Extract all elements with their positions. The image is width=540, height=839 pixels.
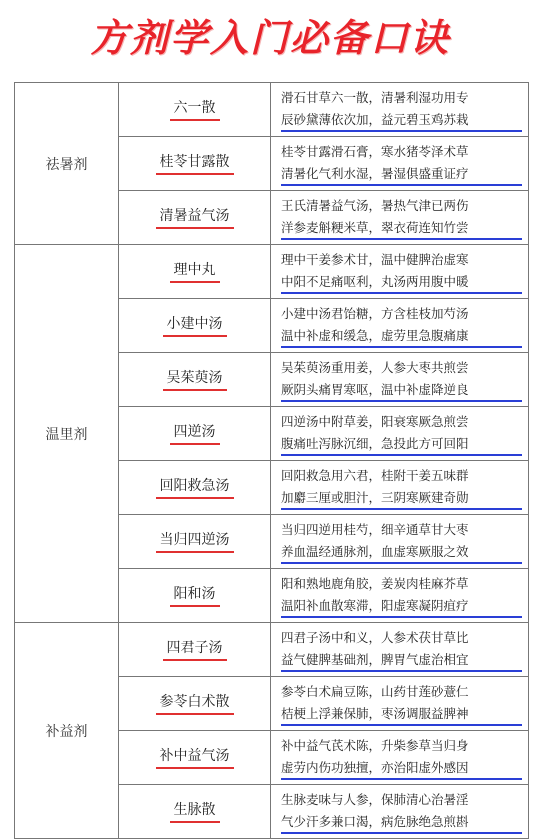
formula-name-cell xyxy=(119,731,271,785)
verse-line: 参苓白术扁豆陈，山药甘莲砂薏仁 xyxy=(281,684,469,699)
verse-line: 王氏清暑益气汤，暑热气津已两伤 xyxy=(281,198,469,213)
formula-name: 小建中汤 xyxy=(163,315,227,337)
formula-table xyxy=(14,82,529,839)
formula-name: 四逆汤 xyxy=(170,423,220,445)
formula-name-cell xyxy=(119,299,271,353)
formula-name-cell xyxy=(119,515,271,569)
page-title: 方剂学入门必备口诀 xyxy=(89,16,450,60)
verse-cell xyxy=(271,677,529,731)
verse-line: 益气健脾基础剂，脾胃气虚治相宜 xyxy=(281,650,522,672)
formula-name-cell xyxy=(119,785,271,839)
verse-line: 滑石甘草六一散，清暑利湿功用专 xyxy=(281,90,469,105)
verse-line: 回阳救急用六君，桂附干姜五味群 xyxy=(281,468,469,483)
formula-name: 四君子汤 xyxy=(163,639,227,661)
formula-name: 补中益气汤 xyxy=(156,747,234,769)
formula-name-cell xyxy=(119,353,271,407)
verse-line: 补中益气芪术陈，升柴参草当归身 xyxy=(281,738,469,753)
formula-name-cell xyxy=(119,83,271,137)
formula-name: 清暑益气汤 xyxy=(156,207,234,229)
verse-cell xyxy=(271,515,529,569)
formula-name: 参苓白术散 xyxy=(156,693,234,715)
verse-cell xyxy=(271,731,529,785)
verse-line: 小建中汤君饴糖，方含桂枝加芍汤 xyxy=(281,306,469,321)
verse-cell xyxy=(271,785,529,839)
verse-line: 桔梗上浮兼保肺，枣汤调服益脾神 xyxy=(281,704,522,726)
formula-name: 生脉散 xyxy=(170,801,220,823)
verse-cell xyxy=(271,569,529,623)
formula-name-cell xyxy=(119,623,271,677)
verse-line: 厥阴头痛胃寒呕，温中补虚降逆良 xyxy=(281,380,522,402)
verse-line: 生脉麦味与人参，保肺清心治暑淫 xyxy=(281,792,469,807)
verse-cell xyxy=(271,407,529,461)
formula-name: 当归四逆汤 xyxy=(156,531,234,553)
verse-cell xyxy=(271,299,529,353)
verse-line: 养血温经通脉剂，血虚寒厥服之效 xyxy=(281,542,522,564)
verse-line: 温中补虚和缓急，虚劳里急腹痛康 xyxy=(281,326,522,348)
verse-line: 腹痛吐泻脉沉细，急投此方可回阳 xyxy=(281,434,522,456)
verse-line: 当归四逆用桂芍，细辛通草甘大枣 xyxy=(281,522,469,537)
formula-name-cell xyxy=(119,407,271,461)
verse-line: 洋参麦斛粳米草，翠衣荷连知竹尝 xyxy=(281,218,522,240)
verse-line: 温阳补血散寒滞，阳虚寒凝阴疽疗 xyxy=(281,596,522,618)
verse-line: 气少汗多兼口渴，病危脉绝急煎斟 xyxy=(281,812,522,834)
formula-name: 回阳救急汤 xyxy=(156,477,234,499)
formula-row xyxy=(15,83,529,137)
verse-cell xyxy=(271,83,529,137)
formula-table-body xyxy=(15,83,529,839)
formula-name-cell xyxy=(119,137,271,191)
formula-row xyxy=(15,623,529,677)
verse-line: 加麝三厘或胆汁，三阴寒厥建奇勋 xyxy=(281,488,522,510)
verse-line: 清暑化气利水湿，暑湿俱盛重证疗 xyxy=(281,164,522,186)
formula-name-cell xyxy=(119,245,271,299)
verse-cell xyxy=(271,191,529,245)
formula-name-cell xyxy=(119,461,271,515)
verse-line: 桂苓甘露滑石膏，寒水猪苓泽术草 xyxy=(281,144,469,159)
verse-line: 虚劳内伤功独擅，亦治阳虚外感因 xyxy=(281,758,522,780)
verse-cell xyxy=(271,245,529,299)
verse-line: 四君子汤中和义，人参术茯甘草比 xyxy=(281,630,469,645)
verse-line: 理中干姜参术甘，温中健脾治虚寒 xyxy=(281,252,469,267)
formula-name: 阳和汤 xyxy=(170,585,220,607)
category-label: 温里剂 xyxy=(15,245,119,623)
verse-cell xyxy=(271,137,529,191)
formula-name-cell xyxy=(119,677,271,731)
formula-name-cell xyxy=(119,191,271,245)
formula-name: 六一散 xyxy=(170,99,220,121)
formula-name-cell xyxy=(119,569,271,623)
verse-cell xyxy=(271,461,529,515)
verse-line: 中阳不足痛呕利，丸汤两用腹中暖 xyxy=(281,272,522,294)
formula-name: 吴茱萸汤 xyxy=(163,369,227,391)
verse-cell xyxy=(271,623,529,677)
verse-line: 吴茱萸汤重用姜，人参大枣共煎尝 xyxy=(281,360,469,375)
verse-cell xyxy=(271,353,529,407)
formula-name: 桂苓甘露散 xyxy=(156,153,234,175)
formula-name: 理中丸 xyxy=(170,261,220,283)
category-label: 祛暑剂 xyxy=(15,83,119,245)
verse-line: 辰砂黛薄依次加，益元碧玉鸡苏栽 xyxy=(281,110,522,132)
formula-row xyxy=(15,245,529,299)
category-label: 补益剂 xyxy=(15,623,119,839)
verse-line: 四逆汤中附草姜，阳衰寒厥急煎尝 xyxy=(281,414,469,429)
verse-line: 阳和熟地鹿角胶，姜炭肉桂麻芥草 xyxy=(281,576,469,591)
